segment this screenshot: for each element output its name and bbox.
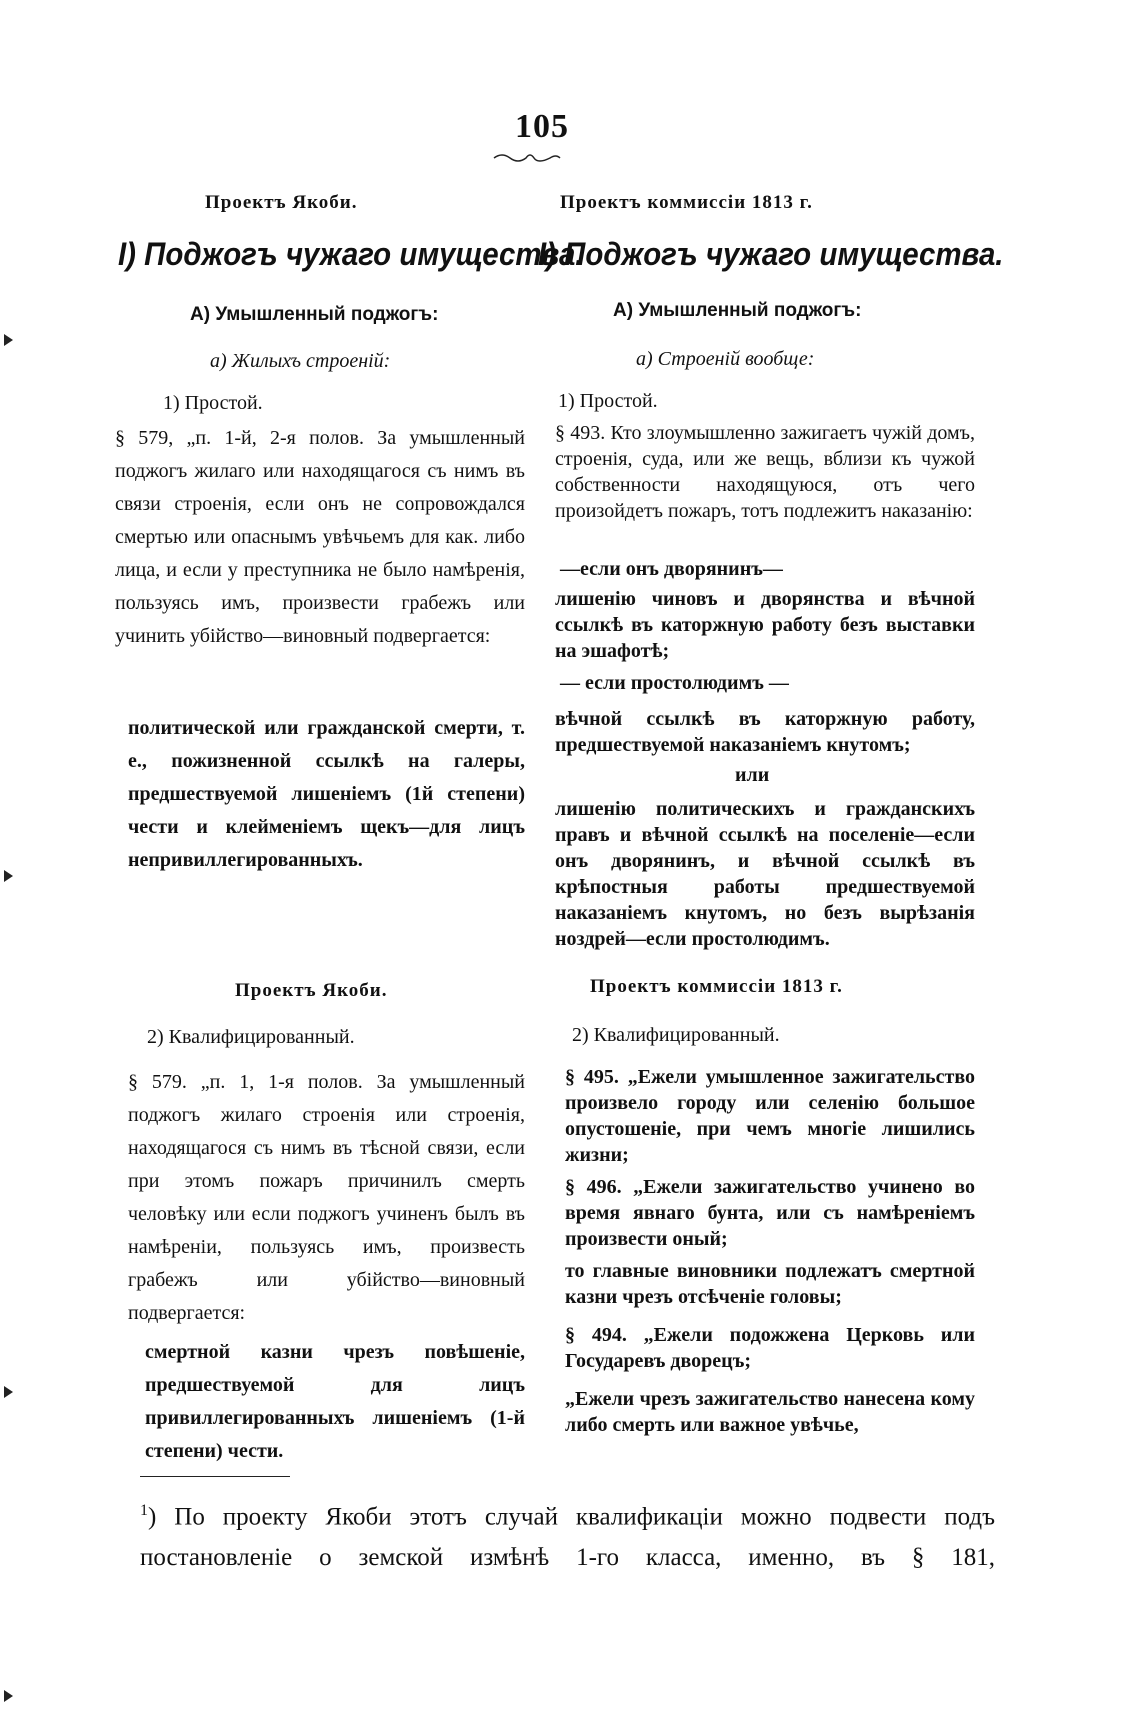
ornament-divider (492, 150, 562, 162)
left-para-579-1: § 579, „п. 1-й, 2-я полов. За умышленный поджогъ жилаго или находящагося съ нимъ въ связи строенія, если онъ не сопровождался смертью или опаснымъ увѣчьемъ для как. либо лица, и если у преступника не было намѣренія, пользуясь имъ, произвести грабежъ или учинить убійство—виновный подвергается: (115, 427, 525, 647)
footnote-rule (140, 1476, 290, 1477)
subsubsection-left: а) Жилыхъ строеній: (210, 350, 391, 372)
left-qualified-label: 2) Квалифицированный. (147, 1026, 355, 1048)
footnote (140, 1490, 995, 1578)
left-penalty-1: политической или гражданской смерти, т. е., пожизненной ссылкѣ на галеры, предшествуемой лишеніемъ (1й степени) чести и клейменіемъ щекъ—для лицъ непривиллегированныхъ. (128, 717, 525, 871)
left-simple-label: 1) Простой. (163, 392, 263, 414)
left-para-579-2: § 579. „п. 1, 1-я полов. За умышленный поджогъ жилаго строенія или строенія, находящагося съ нимъ въ тѣсной связи, если при этомъ пожаръ причинилъ смерть человѣку или если поджогъ учиненъ былъ въ намѣреніи, пользуясь имъ, произвесть грабежъ или убійство—виновный подвергается: (128, 1071, 525, 1324)
header-left-mid: Проектъ Якоби. (235, 980, 388, 1001)
header-left-top: Проектъ Якоби. (205, 192, 358, 213)
right-qualified-label: 2) Квалифицированный. (572, 1024, 780, 1046)
right-para-496: § 496. „Ежели зажигательство учинено во время явнаго бунта, или съ намѣреніемъ произвести оный; (565, 1176, 975, 1250)
footnote-marker: 1 (140, 1502, 148, 1519)
right-if-commoner: — если простолюдимъ — (560, 672, 789, 694)
right-commoner-penalty: вѣчной ссылкѣ въ каторжную работу, предшествуемой наказаніемъ кнутомъ; (555, 708, 975, 756)
right-simple-label: 1) Простой. (558, 390, 658, 412)
right-para-494: § 494. „Ежели подожжена Церковь или Государевъ дворецъ; (565, 1324, 975, 1372)
header-right-mid: Проектъ коммиссіи 1813 г. (590, 976, 843, 997)
right-para-493: § 493. Кто злоумышленно зажигаетъ чужій домъ, строенія, суда, или же вещь, вблизи къ чужой собственности находящуюся, отъ чего произойдетъ пожаръ, тотъ подлежитъ наказанію: (555, 422, 975, 522)
margin-mark (4, 1690, 13, 1702)
right-or: или (735, 764, 770, 786)
subsubsection-right: а) Строеній вообще: (636, 348, 815, 370)
margin-mark (4, 1386, 13, 1398)
right-main-penalty: то главные виновники подлежатъ смертной казни чрезъ отсѣченіе головы; (565, 1260, 975, 1308)
right-para-last: „Ежели чрезъ зажигательство нанесена кому либо смерть или важное увѣчье, (565, 1388, 975, 1436)
right-para-495: § 495. „Ежели умышленное зажигательство произвело городу или селенію большое опустошеніе, при чемъ многіе лишились жизни; (565, 1066, 975, 1166)
footnote-text: ) По проекту Якоби этотъ случай квалификаціи можно подвести подъ постановленіе о земской измѣнѣ 1-го класса, именно, въ § 181, (140, 1503, 995, 1572)
page-number: 105 (515, 108, 569, 145)
right-alt-penalty: лишенію политическихъ и гражданскихъ правъ и вѣчной ссылкѣ на поселеніе—если онъ дворянинъ, и вѣчной ссылкѣ въ крѣпостныя работы предшествуемой наказаніемъ кнутомъ, но безъ вырѣзанія ноздрей—если простолюдимъ. (555, 798, 975, 950)
section-title-right: I) Поджогъ чужаго имущества. (538, 236, 1004, 272)
section-title-left: I) Поджогъ чужаго имущества. (118, 236, 584, 272)
subsection-right: А) Умышленный поджогъ: (613, 300, 862, 321)
margin-mark (4, 870, 13, 882)
left-penalty-2: смертной казни чрезъ повѣшеніе, предшествуемой для лицъ привиллегированныхъ лишеніемъ (1-й степени) чести. (145, 1341, 525, 1462)
header-right-top: Проектъ коммиссіи 1813 г. (560, 192, 813, 213)
subsection-left: А) Умышленный поджогъ: (190, 304, 439, 325)
right-noble-penalty: лишенію чиновъ и дворянства и вѣчной ссылкѣ въ каторжную работу безъ выставки на эшафотѣ; (555, 588, 975, 662)
right-if-noble: —если онъ дворянинъ— (560, 558, 783, 580)
margin-mark (4, 334, 13, 346)
